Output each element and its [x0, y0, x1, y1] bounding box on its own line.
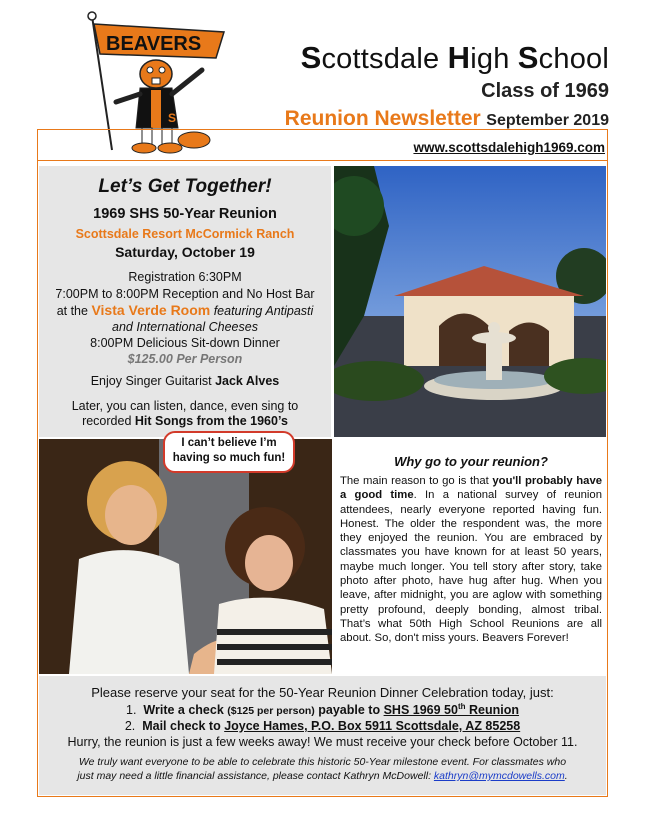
reservation-deadline: Hurry, the reunion is just a few weeks away! We must receive your check before October 11.: [67, 735, 578, 749]
assistance-note-line1: We truly want everyone to be able to celebrate this historic 50-Year milestone event. For classmates who: [78, 756, 567, 768]
event-details-panel: [39, 166, 331, 437]
why-paragraph: The main reason to go is that you'll probably have a good time. In a national survey of reunion attendees, nearly everyone reported having fun. Honest. The older the respondent was, the more they enjoyed the reunion. You are embraced by classmates you have known for at least 50 years, maybe much longer. You tell story after story, take photo after photo, have hug after hug. When you leave, after midnight, you are aglow with something pretty profound, deeply bonding, almost tribal. That’s what 50th High School Reunions are all about. So, don't miss yours. Beavers Forever!: [340, 475, 603, 645]
event-reception: 7:00PM to 8:00PM Reception and No Host Bar: [55, 287, 315, 301]
speech-bubble: I can’t believe I’m having so much fun!: [163, 431, 295, 473]
svg-text:S: S: [168, 111, 177, 125]
school-title: Scottsdale High School: [300, 40, 609, 75]
classmates-photo: [39, 439, 332, 674]
class-year: Class of 1969: [481, 80, 609, 102]
divider: [37, 160, 608, 161]
singer-name: Jack Alves: [215, 374, 280, 388]
why-heading: Why go to your reunion?: [394, 454, 548, 469]
event-price: $125.00 Per Person: [127, 352, 243, 366]
event-day: Saturday, October 19: [115, 244, 255, 260]
website-link[interactable]: www.scottsdalehigh1969.com: [413, 140, 605, 155]
contact-email-link[interactable]: kathryn@mymcdowells.com: [433, 770, 565, 782]
event-heading: Let’s Get Together!: [98, 176, 272, 197]
event-recorded-line: recorded Hit Songs from the 1960’s: [82, 414, 288, 428]
assistance-note-line2: just may need a little financial assistance, please contact Kathryn McDowell: kathryn@mymcdowells.com.: [77, 770, 568, 782]
newsletter-date: September 2019: [486, 112, 609, 129]
event-registration: Registration 6:30PM: [128, 270, 242, 284]
svg-text:BEAVERS: BEAVERS: [106, 33, 202, 55]
reservation-panel: [39, 676, 606, 795]
event-room: Vista Verde Room: [91, 302, 211, 318]
newsletter-title: Reunion Newsletter September 2019: [284, 107, 609, 130]
reservation-intro: Please reserve your seat for the 50-Year Reunion Dinner Celebration today, just:: [91, 685, 554, 700]
step-write-check: 1. Write a check ($125 per person) payable to SHS 1969 50th Reunion: [126, 702, 519, 718]
event-dinner: 8:00PM Delicious Sit-down Dinner: [90, 336, 280, 350]
event-subheading: 1969 SHS 50-Year Reunion: [93, 206, 277, 222]
resort-photo: [334, 166, 606, 437]
event-venue: Scottsdale Resort McCormick Ranch: [75, 227, 295, 241]
event-room-line: at the Vista Verde Room featuring Antipasti: [56, 302, 314, 318]
event-later: Later, you can listen, dance, even sing to: [71, 399, 299, 413]
event-cheeses-line: and International Cheeses: [112, 320, 258, 334]
step-mail-check: 2. Mail check to Joyce Hames, P.O. Box 5911 Scottsdale, AZ 85258: [124, 719, 521, 733]
event-singer-line: Enjoy Singer Guitarist Jack Alves: [90, 374, 280, 388]
